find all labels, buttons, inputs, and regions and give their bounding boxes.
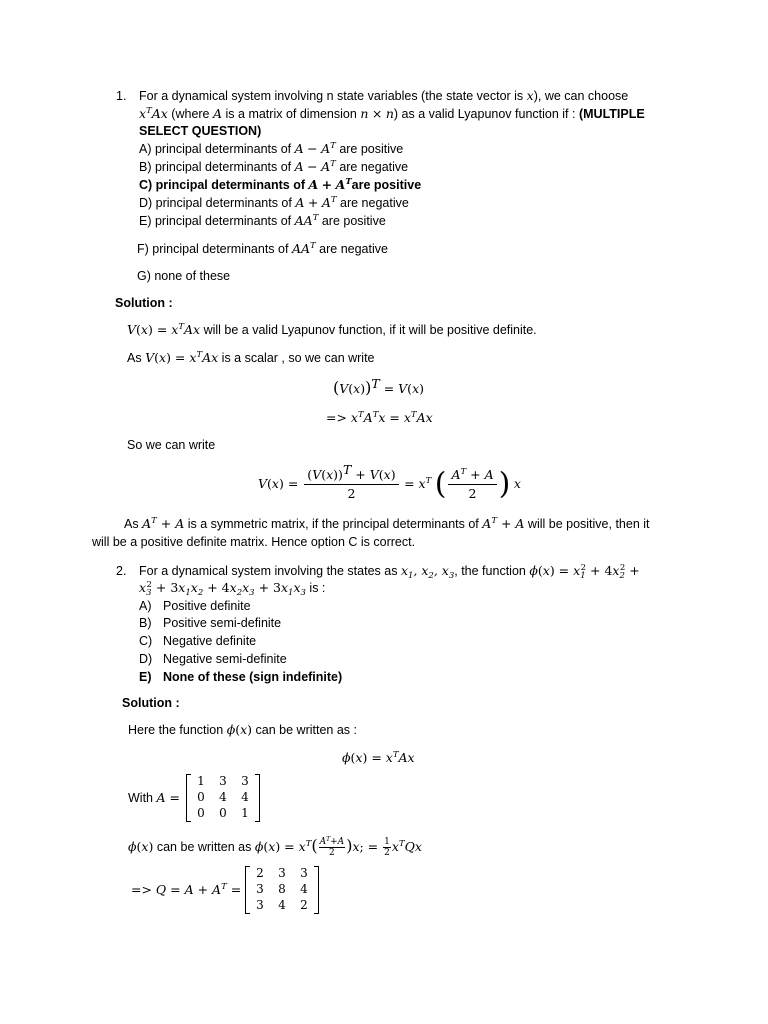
sol2-line1: Here the function ϕ(x) can be written as : xyxy=(128,722,357,737)
q1-line1: For a dynamical system involving n state variables (the state vector is x), we can choose xyxy=(139,88,629,103)
q2-option-a: A) Positive definite xyxy=(139,599,251,613)
sol2-line2: ϕ(x) can be written as $\phi(x) = x^T$( $\frac{A^T+A}{2}$ )x; = $\frac{1}{2}$ $x^TQx$ xyxy=(128,836,422,859)
sol1-line5: will be a positive definite matrix. Hence option C is correct. xyxy=(92,535,416,549)
q2-option-e: E) None of these (sign indefinite) xyxy=(139,670,343,684)
equation-quadratic-form: $\phi(x) = x^TAx$ xyxy=(342,750,415,765)
q1-option-f: F) principal determinants of $AA^T$ are negative xyxy=(137,241,388,256)
with-label: With A = xyxy=(128,790,180,805)
q2-option-d: D) Negative semi-definite xyxy=(139,652,287,666)
multi-select-tag-line2: SELECT QUESTION) xyxy=(139,124,262,138)
matrix-q: 2 3 3 3 8 4 3 4 2 xyxy=(245,866,319,914)
multi-select-tag: (MULTIPLE xyxy=(578,107,645,121)
q2-line2: $x_3^2 + 3x_1x_2 + 4x_2x_3 + 3x_1x_3$ is : xyxy=(139,580,326,598)
q1-number: 1. xyxy=(116,89,127,103)
solution1-heading: Solution : xyxy=(115,296,173,310)
q2-option-b: B) Positive semi-definite xyxy=(139,616,282,630)
equation-transpose: $(V(x))^T = V(x)$ xyxy=(333,376,425,397)
q1-option-e: E) principal determinants of $AA^T$ are positive xyxy=(139,213,386,228)
matrix-a: 1 3 3 0 4 4 0 0 1 xyxy=(186,774,260,822)
q1-option-d: D) principal determinants of $A + A^T$ are negative xyxy=(139,195,409,210)
sol1-line4: As $A^T + A$ is a symmetric matrix, if the principal determinants of $A^T + A$ will be positive, then it xyxy=(124,516,650,531)
equation-symmetric-form: V(x) = $\frac{(V(x))^T + V(x)}{2}$ = $x^T$ ( $\frac{A^T + A}{2}$ ) x xyxy=(258,462,521,502)
sol1-line2: As $V(x) = x^TAx$ is a scalar , so we can write xyxy=(127,350,375,365)
q1-option-b: B) principal determinants of $A - A^T$ are negative xyxy=(139,159,409,174)
sol1-line1: $V(x) = x^TAx$ will be a valid Lyapunov function, if it will be positive definite. xyxy=(127,322,537,337)
q1-option-a: A) principal determinants of $A - A^T$ are positive xyxy=(139,141,404,156)
q1-option-c: C) principal determinants of $A + A^Tare$ positive xyxy=(139,177,422,192)
sol1-line3: So we can write xyxy=(127,438,216,452)
solution2-heading: Solution : xyxy=(122,696,180,710)
q-definition: => $Q = A + A^T$ = xyxy=(131,882,242,897)
equation-implies: => $x^TA^Tx = x^TAx$ xyxy=(326,410,433,425)
q2-option-c: C) Negative definite xyxy=(139,634,257,648)
q2-number: 2. xyxy=(116,564,127,578)
q1-option-g: G) none of these xyxy=(137,269,231,283)
q1-line2: $x^TAx$ (where A is a matrix of dimension n × n) as a valid Lyapunov function if : (MULTIPLE xyxy=(139,106,645,121)
q2-line1: For a dynamical system involving the states as $x_1$, $x_2$, $x_3$, the function $\phi(x) = x_1^2 + 4x_2^2$ + xyxy=(139,563,640,581)
